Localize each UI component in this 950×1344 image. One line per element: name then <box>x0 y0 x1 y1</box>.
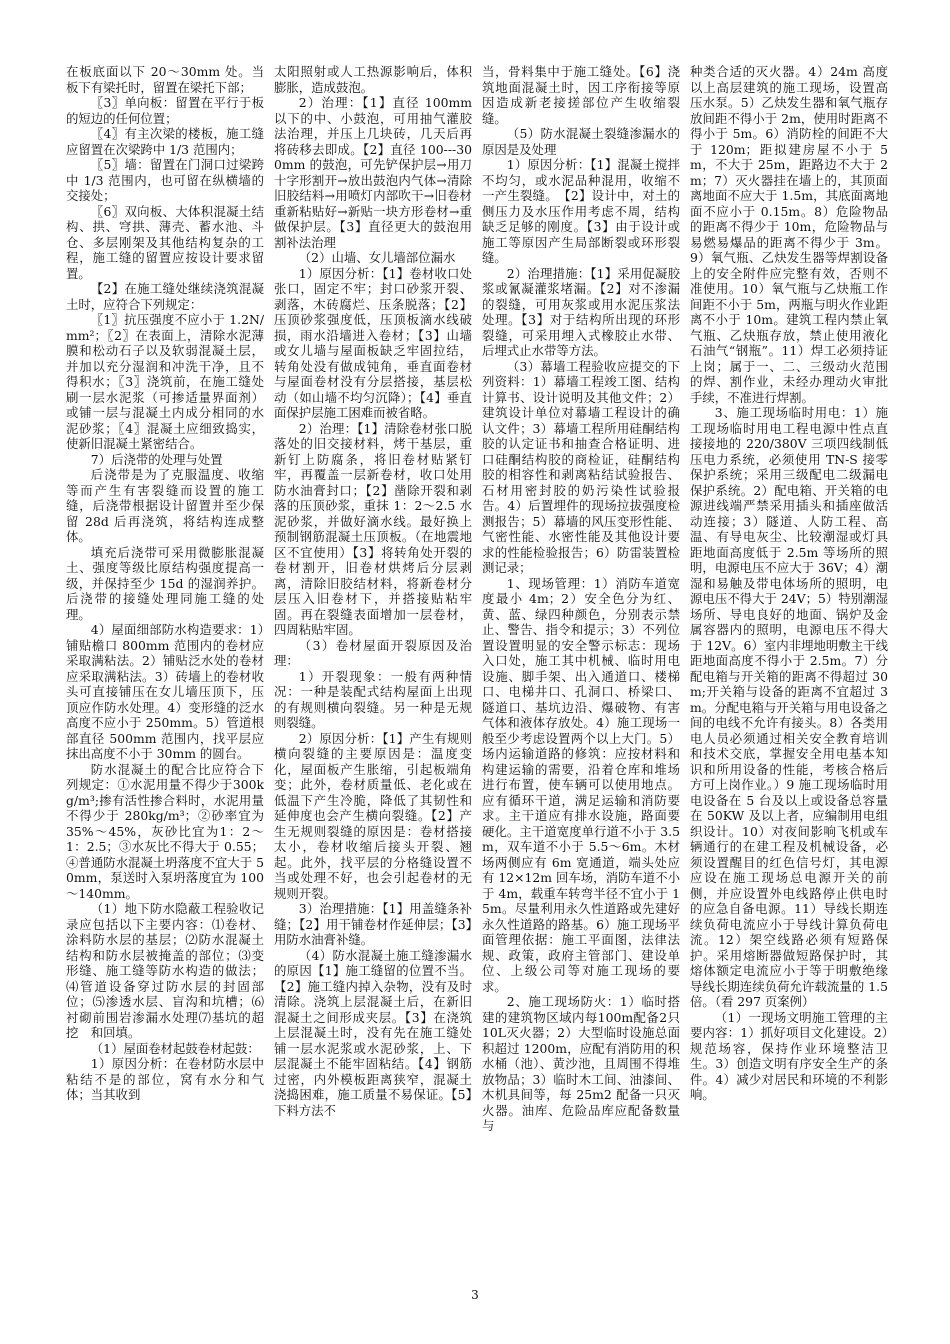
paragraph: 在板底面以下 20～30mm 处。当板下有梁托时，留置在梁托下部； <box>66 64 264 95</box>
paragraph: 1、现场管理：1）消防车道宽度最小 4m；2）安全色分为红、黄、蓝、绿四种颜色，分别表示禁止、警告、指令和提示；3）不列位置设置明显的安全警示标志：现场入口处，施工其中机械、临时用电设施、脚手架、出入通道口、楼梯口、电梯井口、孔洞口、桥梁口、隧道口、基坑边沿、爆破物、有害气体和液体存放处。4）施工现场一般至少考虑设置两个以上大门。5）场内运输道路的修筑：应按材料和构建运输的需要，沿着仓库和堆场进行布置，使车辆可以使用地点。应有循环干道，满足运输和消防要求。主干道应有排水设施，路面要硬化。主干道宽度单行道不小于 3.5m，双车道不小于 5.5～6m。木材场两侧应有 6m 宽通道，端头处应有 12×12m 回车场，消防车道不小于 4m，载重车转弯半径不宜小于 15m。尽量利用永久性道路或先建好永久性道路的路基。6）施工现场平面管理依据：施工平面图，法律法规、政策，政府主管部门、建设单位、上级公司等对施工现场的要求。 <box>482 575 680 994</box>
page-number: 3 <box>471 1288 479 1302</box>
paragraph: 1）原因分析：【1】混凝土搅拌不均匀，或水泥品种混用，收缩不一产生裂缝。 【2】设计中，对土的侧压力及水压作用考虑不周，结构缺乏足够的刚度。【3】由于设计或施工等原因产生局部断裂或环形裂缝。 <box>482 157 680 265</box>
paragraph: 〖5〗墙：留置在门洞口过梁跨中 1/3 范围内，也可留在纵横墙的交接处； <box>66 157 264 203</box>
paragraph: （5）防水混凝土裂缝渗漏水的原因是及处理 <box>482 126 680 157</box>
paragraph: 太阳照射或人工热源影响后，体积膨胀，造成鼓泡。 <box>274 64 472 95</box>
paragraph: （1）地下防水隐蔽工程验收记录应包括以下主要内容：⑴卷材、涂料防水层的基层；⑵防水混凝土结构和防水层被掩盖的部位；⑶变形缝、施工缝等防水构造的做法；⑷管道设备穿过防水层的封固部位；⑸渗透水层、盲沟和坑槽；⑹衬砌前围岩渗漏水处理⑺基坑的超挖 和回填。 <box>66 901 264 1040</box>
paragraph: 1）原因分析：【1】卷材收口处张口，固定不牢；封口砂浆开裂、剥落，木砖腐烂、压条脱落；【2】压顶砂浆强度低，压顶板滴水线破损，雨水沿墙进入卷材；【3】山墙或女儿墙与屋面板缺乏牢固拉结，转角处没有做成钝角，垂直面卷材与屋面卷材没有分层搭接，基层松动（如山墙不均匀沉降）；【4】垂直面保护层施工困难而被省略。 <box>274 265 472 420</box>
paragraph: 〖1〗抗压强度不应小于 1.2N/mm²；〖2〗在表面上，清除水泥薄膜和松动石子以及软弱混凝土层，并加以充分湿润和冲洗干净，且不得积水；〖3〗浇筑前，在施工缝处刷一层水泥浆（可掺适量界面剂）或铺一层与混凝土内成分相同的水泥砂浆；〖4〗混凝土应细致捣实，使新旧混凝土紧密结合。 <box>66 312 264 451</box>
paragraph: 2）治理措施：【1】采用促凝胶浆或氰凝灌浆堵漏。【2】对不渗漏的裂缝，可用灰浆或用水泥压浆法处理。【3】对于结构所出现的环形裂缝，可采用埋入式橡胶止水带、后埋式止水带等方法。 <box>482 265 680 358</box>
paragraph: （4）防水混凝土施工缝渗漏水的原因【1】施工缝留的位置不当。【2】施工缝内掉入杂物，没有及时清除。浇筑上层混凝土后，在新旧混凝土之间形成夹层。【3】在浇筑上层混凝土时，没有先在施工缝处铺一层水泥浆或水泥砂浆，上、下层混凝土不能牢固粘结。【4】钢筋过密，内外模板距离狭窄，混凝土浇捣困难，施工质量不易保证。【5】下料方法不 <box>274 947 472 1118</box>
text-column-4 <box>690 64 888 1279</box>
text-column-3 <box>482 64 680 1279</box>
text-column-2 <box>274 64 472 1279</box>
paragraph: （3）幕墙工程验收应提交的下列资料：1）幕墙工程竣工图、结构计算书、设计说明及其他文件；2）建筑设计单位对幕墙工程设计的确认文件；3）幕墙工程所用硅酮结构胶的认定证书和抽查合格证明、进口硅酮结构胶的商检证，硅酮结构胶的相容性和剥离粘结试验报告、石材用密封胶的奶污染性试验报告。4）后置埋件的现场拉拔强度检测报告；5）幕墙的风压变形性能、气密性能、水密性能及其他设计要求的性能检验报告；6）防雷装置检测记录； <box>482 358 680 575</box>
paragraph: 2、施工现场防火：1）临时搭建的建筑物区域内每100m配备2只10L灭火器；2）大型临时设施总面积超过 1200m，应配有消防用的积水桶（池）、黄沙池，且周围不得堆放物品；3）临时木工间、油漆间、木机具间等，每 25m2 配备一只灭火器。油库、危险品库应配备数量与 <box>482 994 680 1133</box>
paragraph: 2）治理：【1】直径 100mm 以下的中、小鼓泡，可用抽气灌胶法治理，并压上几块砖，几天后再将砖移去即成。【2】直径 100---300mm 的鼓泡，可先铲保护层→用刀十字形割开→放出鼓泡内气体→清除旧胶结料→用喷灯内部吹干→旧卷材重新粘贴好→新贴一块方形卷材→重做保护层。【3】直径更大的鼓泡用割补法治理 <box>274 95 472 250</box>
text-column-1 <box>66 64 264 1279</box>
paragraph: （1）屋面卷材起鼓卷材起鼓： <box>90 1040 260 1056</box>
paragraph: 〖6〗双向板、大体积混凝土结构、拱、穹拱、薄壳、蓄水池、斗仓、多层刚架及其他结构复杂的工程，施工缝的留置应按设计要求留置。 <box>66 203 264 281</box>
paragraph: （3）卷材屋面开裂原因及治理： <box>274 637 472 668</box>
paragraph: 1）开裂现象：一般有两种情况：一种是装配式结构屋面上出现的有规则横向裂缝。另一种是无规则裂缝。 <box>274 668 472 730</box>
paragraph: 7）后浇带的处理与处置 <box>90 451 223 467</box>
paragraph: 当，骨料集中于施工缝处。【6】浇筑地面混凝土时，因工序衔接等原因造成新老接搓部位产生收缩裂缝。 <box>482 64 680 126</box>
paragraph: 〖3〗单向板：留置在平行于板的短边的任何位置； <box>66 95 264 126</box>
paragraph: 后浇带是为了克服温度、收缩等而产生有害裂缝而设置的施工缝，后浇带根据设计留置并至少保留 28d 后再浇筑，将结构连成整体。 <box>66 467 264 544</box>
paragraph: 3、施工现场临时用电：1）施工现场临时用电工程电源中性点直接接地的 220/380V 三项四线制低压电力系统，必须使用 TN-S 接零保护系统；采用三级配电二级漏电保护系统。2）配电箱、开关箱的电源进线端严禁采用插头和插座做活动连接；3）隧道、人防工程、高温、有导电灰尘、比较潮湿或灯具距地面高度低于 2.5m 等场所的照明，电源电压不应大于 36V；4）潮湿和易触及带电体场所的照明，电源电压不得大于 24V；5）特别潮湿场所、导电良好的地面、锅炉及金属容器内的照明，电源电压不得大于 12V。6）室内非埋地明敷主干线距地面高度不得小于 2.5m。7）分配电箱与开关箱的距离不得超过 30m;开关箱与设备的距离不宜超过 3m。分配电箱与开关箱与用电设备之间的电线不允许有接头。8）各类用电人员必须通过相关安全教育培训和技术交底，掌握安全用电基本知识和所用设备的性能，考核合格后方可上岗作业。）9 施工现场临时用电设备在 5 台及以上或设备总容量在 50KW 及以上者，应编制用电组织设计。10）对夜间影响飞机或车辆通行的在建工程及机械设备，必须设置醒目的红色信号灯，其电源应设在施工现场总电源开关的前侧，并应设置外电线路停止供电时的应急自备电源。11）导线长期连续负荷电流应小于导线计算负荷电流。12）架空线路必须有短路保护。采用熔断器做短路保护时，其熔体额定电流应小于等于明敷绝缘导线长期连续负荷允许载流量的 1.5 倍。（看 297 页案例） <box>690 405 888 1009</box>
paragraph: 1）原因分析：在卷材防水层中粘结不是的部位，窝有水分和气体；当其收到 <box>66 1056 264 1102</box>
paragraph: 防水混凝土的配合比应符合下列规定：①水泥用量不得少于300kg/m³;掺有活性掺合料时，水泥用量不得少于 280kg/m³；②砂率宜为 35%～45%，灰砂比宜为1：2～1：2.5；③水灰比不得大于 0.55；④普通防水混凝土坍落度不宜大于 50mm，泵送时入泵坍落度宜为 100～140mm。 <box>66 761 264 901</box>
paragraph: 填充后浇带可采用微膨胀混凝土、强度等级比原结构强度提高一级，并保持至少 15d 的湿润养护。后浇带的接缝处理同施工缝的处理。 <box>66 544 264 622</box>
paragraph: 【2】在施工缝处继续浇筑混凝土时，应符合下列规定： <box>66 281 264 312</box>
paragraph: （2）山墙、女儿墙部位漏水 <box>298 250 456 265</box>
paragraph: 2）原因分析：【1】产生有规则横向裂缝的主要原因是：温度变化，屋面板产生胀缩，引起板端角变；此外，卷材质量低、老化或在低温下产生冷脆，降低了其韧性和延伸度也会产生横向裂缝。【2】产生无规则裂缝的原因是：卷材搭接太小，卷材收缩后接头开裂、翘起。此外，找平层的分格缝设置不当或处理不好，也会引起卷材的无规则开裂。 <box>274 730 472 901</box>
document-page <box>66 64 888 1279</box>
paragraph: 种类合适的灭火器。4）24m 高度以上高层建筑的施工现场，设置高压水泵。5）乙炔发生器和氧气瓶存放间距不得小于 2m，使用时距离不得小于 5m。6）消防栓的间距不大于 120m；距拟建房屋不小于 5m，不大于 25m，距路边不大于 2m；7）灭火器挂在墙上的，其顶面离地面不应大于 1.5m，其底面离地面不应小于 0.15m。8）危险物品的距离不得少于 10m，危险物品与易燃易爆品的距离不得少于 3m。9）氧气瓶、乙炔发生器等焊割设备上的安全附件应完整有效，否则不准使用。10）氧气瓶与乙炔瓶工作间距不小于 5m，两瓶与明火作业距离不小于 10m。建筑工程内禁止氧气瓶、乙炔瓶存放，禁止使用液化石油气“钢瓶”。11）焊工必须持证上岗；属于一、二、三级动火范围的焊、割作业，未经办理动火审批手续，不准进行焊割。 <box>690 64 888 405</box>
paragraph: 3）治理措施：【1】用盖缝条补缝；【2】用干铺卷材作延伸层；【3】用防水油膏补缝。 <box>274 901 472 947</box>
paragraph: 4）屋面细部防水构造要求：1）铺贴檐口 800mm 范围内的卷材应采取满粘法。2）铺贴泛水处的卷材应采取满粘法。3）砖墙上的卷材收头可直接铺压在女儿墙压顶下，压顶应作防水处理。4）变形缝的泛水高度不应小于 250mm。5）管道根部直径 500mm 范围内，找平层应抹出高度不小于 30mm 的圆台。 <box>66 622 264 761</box>
paragraph: 〖4〗有主次梁的楼板，施工缝应留置在次梁跨中 1/3 范围内； <box>66 126 264 157</box>
paragraph: 2）治理：【1】清除卷材张口脱落处的旧交接材料，烤干基层，重新钉上防腐条，将旧卷材贴紧钉牢，再覆盖一层新卷材，收口处用防水油膏封口；【2】凿除开裂和剥落的压顶砂浆，重抹 1：2～2.5 水泥砂浆，并做好滴水线。最好换上预制钢筋混凝土压顶板。（在地震地区不宜使用）【3】将转角处开裂的卷材割开，旧卷材烘烤后分层剥离，清除旧胶结材料，将新卷材分层压入旧卷材下，并搭接贴粘牢固。再在裂缝表面增加一层卷材，四周粘贴牢固。 <box>274 420 472 637</box>
paragraph: （1）一现场文明施工管理的主要内容：1）抓好项目文化建设。2）规范场容，保持作业环境整洁卫生。3）创造文明有序安全生产的条件。4）减少对居民和环境的不利影响。 <box>690 1009 888 1102</box>
